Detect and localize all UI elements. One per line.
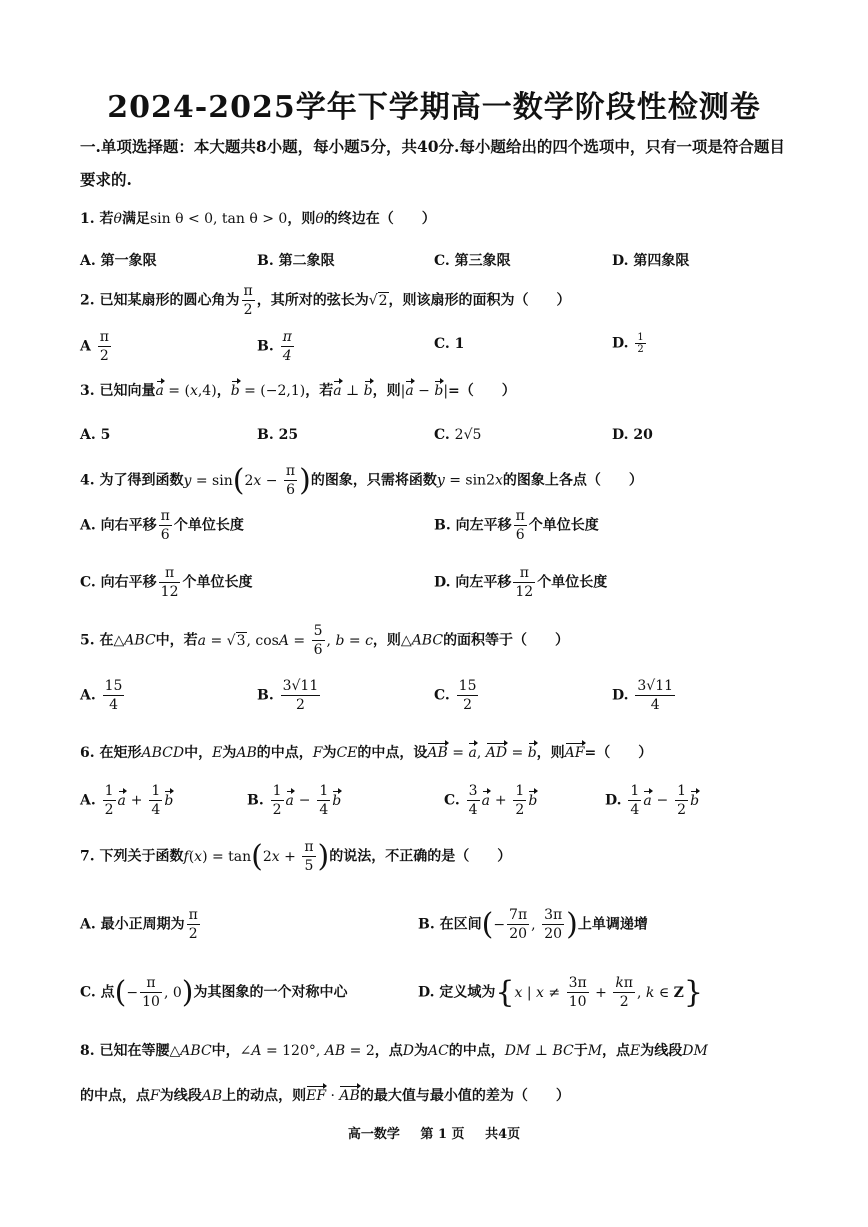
question-text: 为	[322, 745, 337, 761]
question-text: 已知向量	[99, 383, 156, 399]
question-text: 已知某扇形的圆心角为	[99, 292, 240, 309]
question-2	[80, 282, 800, 319]
option-d: D. 第四象限	[612, 253, 690, 269]
math-d: D	[402, 1043, 414, 1059]
math-function-sin-shift: y = sin(2x − $\frac{\pi}{6}$ )	[183, 462, 311, 498]
option-a: A. 第一象限	[80, 253, 157, 269]
question-text: 的中点，	[448, 1043, 505, 1059]
question-text: 为	[222, 745, 237, 761]
question-6	[80, 742, 800, 762]
question-text: 为线段	[640, 1043, 683, 1059]
question-text: 于	[573, 1043, 588, 1059]
math-e: E	[630, 1043, 641, 1059]
question-text: ，则	[536, 745, 565, 761]
math-sqrt2: √2	[368, 292, 388, 309]
question-4	[80, 462, 800, 499]
math-f: F	[150, 1088, 160, 1104]
math-ce: CE	[336, 745, 358, 761]
question-3: 3. 已知向量a = (x,4)，b = (−2,1)，若a ⊥ b，则|a − b|=（ ）	[80, 383, 516, 399]
question-text: 为线段	[159, 1088, 202, 1104]
option-d: D. $\frac{1}{4}$ a − $\frac{1}{2}$ b	[605, 783, 700, 818]
math-ab: AB	[201, 1088, 223, 1104]
math-condition: sin θ < 0, tan θ > 0	[149, 211, 288, 227]
math-function-tan: f(x) = tan(2x + $\frac{\pi}{5}$ )	[183, 838, 330, 874]
question-text: 的面积等于（ ）	[443, 632, 570, 649]
option-a: A. $\frac{15}{4}$	[80, 678, 123, 713]
fraction-pi-over-2: $\frac{\pi}{2}$	[243, 283, 253, 318]
option-c: C. $\frac{15}{2}$	[434, 678, 477, 713]
math-f: F	[312, 745, 323, 761]
question-text: 中，	[211, 1043, 240, 1059]
math-function-sin2x: y = sin2x	[436, 472, 503, 489]
question-8-line-2	[80, 1085, 800, 1105]
question-text: 为了得到函数	[99, 472, 184, 489]
question-8	[80, 1040, 800, 1060]
question-text: 中，若	[155, 632, 198, 649]
question-text: ，点	[602, 1043, 631, 1059]
question-number: 6.	[80, 745, 95, 761]
math-triangle-abc: △ABC	[400, 632, 444, 649]
math-ac: AC	[427, 1043, 449, 1059]
option-d: D. $\frac{3√11}{4}$	[612, 678, 674, 713]
math-triangle-abc: △ABC	[113, 632, 156, 649]
question-text: 的中点，点	[80, 1088, 150, 1104]
footer-total: 共4页	[485, 1127, 521, 1142]
math-vector-defs: AB = a, AD = b	[427, 745, 537, 761]
question-text: 在矩形	[99, 745, 142, 761]
option-d: D. $\frac{1}{2}$	[612, 332, 644, 355]
question-text: 的中点，	[256, 745, 313, 761]
option-c: C. 向右平移 $\frac{\pi}{12}$ 个单位长度	[80, 565, 253, 600]
question-text: 上的动点，则	[222, 1088, 307, 1104]
question-text: ，若	[305, 383, 334, 399]
option-a: A. 向右平移 $\frac{\pi}{6}$ 个单位长度	[80, 508, 244, 543]
option-a: A. 5	[80, 427, 111, 443]
option-b: B. $\frac{\pi}{4}$	[257, 329, 292, 364]
question-text: ，则	[372, 383, 401, 399]
math-dm-perp-bc: DM ⊥ BC	[504, 1043, 574, 1059]
math-m: M	[587, 1043, 603, 1059]
question-text: 的图象，只需将函数	[310, 472, 437, 489]
option-c: C. 1	[434, 336, 465, 352]
question-text: 的图象上各点（ ）	[502, 472, 643, 489]
option-b: B. $\frac{3√11}{2}$	[257, 678, 319, 713]
option-b: B. 25	[257, 427, 299, 443]
option-c: C. 点(− $\frac{\pi}{10}$ , 0)为其图象的一个对称中心	[80, 974, 348, 1010]
question-text: 为	[413, 1043, 428, 1059]
math-theta: θ	[315, 211, 324, 227]
question-text: 满足	[121, 211, 150, 227]
page-footer	[0, 1123, 868, 1142]
footer-page: 第 1 页	[420, 1127, 465, 1142]
question-number: 7.	[80, 848, 95, 865]
question-number: 4.	[80, 472, 95, 489]
math-ab: AB	[236, 745, 257, 761]
option-b: B. 第二象限	[257, 253, 335, 269]
option-c: C. 第三象限	[434, 253, 511, 269]
question-1	[80, 208, 800, 228]
question-text: 已知在等腰	[99, 1043, 170, 1059]
question-number: 3.	[80, 383, 95, 399]
option-c: C. 2√5	[434, 427, 482, 443]
option-d: D. 向左平移 $\frac{\pi}{12}$ 个单位长度	[434, 565, 608, 600]
math-triangle-abc: △ABC	[169, 1043, 212, 1059]
page-title: 2024-2025学年下学期高一数学阶段性检测卷	[107, 90, 761, 125]
section-heading: 一.单项选择题：本大题共8小题，每小题5分，共40分.每小题给出的四个选项中，只有一项是符合题目要求的.	[80, 137, 785, 189]
math-vector-a: a = (x,4)	[155, 383, 217, 399]
math-vector-af: AF	[564, 745, 585, 761]
question-number: 2.	[80, 292, 95, 309]
math-theta: θ	[113, 211, 122, 227]
math-magnitude: |a − b|	[400, 383, 449, 399]
option-a: A $\frac{\pi}{2}$	[80, 329, 109, 364]
math-condition: a = √3, cosA = $\frac{5}{6}$ , b = c	[197, 623, 373, 658]
option-a: A. $\frac{1}{2}$ a + $\frac{1}{4}$ b	[80, 783, 174, 818]
question-text: 的终边在（ ）	[323, 211, 436, 227]
question-text: ，点	[374, 1043, 403, 1059]
question-text: 的中点，设	[357, 745, 428, 761]
question-text: ，其所对的弦长为	[256, 292, 369, 309]
math-perpendicular: a ⊥ b	[333, 383, 373, 399]
question-text: 在	[99, 632, 114, 649]
question-text: =（ ）	[584, 745, 653, 761]
question-5	[80, 622, 800, 659]
option-d: D. 20	[612, 427, 653, 443]
math-dm: DM	[682, 1043, 708, 1059]
math-vector-b: b = (−2,1)	[230, 383, 306, 399]
option-b: B. $\frac{1}{2}$ a − $\frac{1}{4}$ b	[247, 783, 342, 818]
math-abcd: ABCD	[141, 745, 185, 761]
question-text: 的说法，不正确的是（ ）	[329, 848, 512, 865]
question-7	[80, 838, 800, 875]
question-text: 若	[99, 211, 114, 227]
option-d: D. 定义域为{x | x ≠ $\frac{3\pi}{10}$ + $\frac{k\pi}{2}$ , k ∈ Z}	[418, 974, 703, 1010]
question-text: 中，	[184, 745, 213, 761]
question-text: 的最大值与最小值的差为（ ）	[359, 1088, 570, 1104]
question-number: 1.	[80, 211, 95, 227]
question-text: ，则该扇形的面积为（ ）	[388, 292, 571, 309]
option-a: A. 最小正周期为 $\frac{\pi}{2}$	[80, 907, 198, 942]
option-c: C. $\frac{3}{4}$ a + $\frac{1}{2}$ b	[444, 783, 538, 818]
question-text: =（ ）	[448, 383, 516, 399]
question-text: 下列关于函数	[99, 848, 184, 865]
math-dot-product: EF · AB	[306, 1088, 360, 1104]
option-b: B. 向左平移 $\frac{\pi}{6}$ 个单位长度	[434, 508, 599, 543]
math-condition: ∠A = 120°, AB = 2	[239, 1043, 375, 1059]
question-text: ，则	[287, 211, 316, 227]
option-b: B. 在区间(− $\frac{7\pi}{20}$ , $\frac{3\pi}{20}$ )上单调递增	[418, 906, 648, 942]
footer-subject: 高一数学	[347, 1127, 400, 1142]
math-e: E	[212, 745, 223, 761]
question-number: 8.	[80, 1043, 95, 1059]
question-number: 5.	[80, 632, 95, 649]
question-text: ，则	[372, 632, 401, 649]
